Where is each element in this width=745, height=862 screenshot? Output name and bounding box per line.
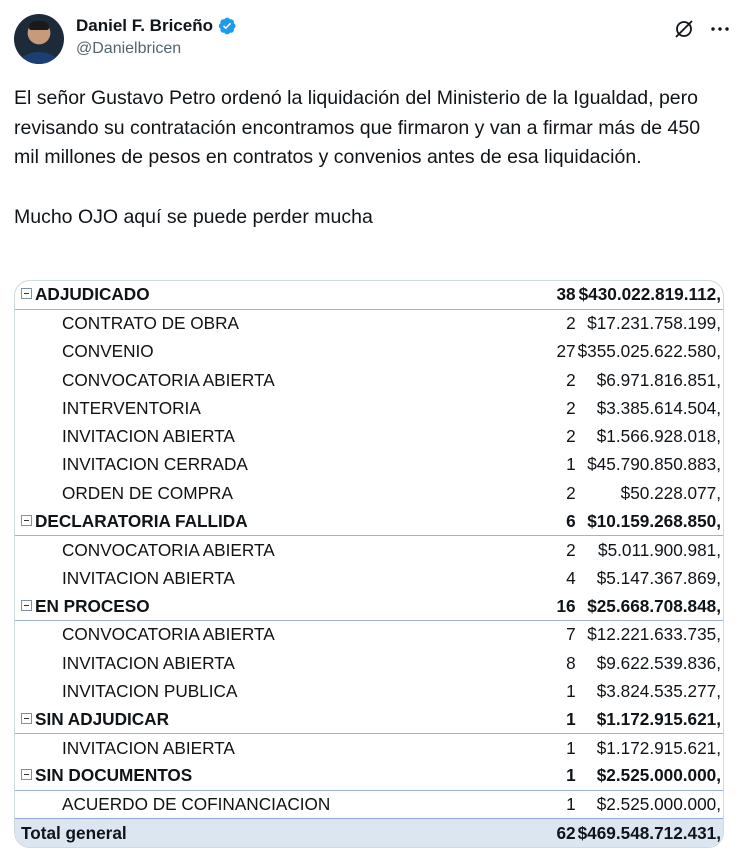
row-label: CONVENIO	[62, 341, 154, 362]
row-amount: $2.525.000.000,	[578, 762, 723, 790]
table-group-row	[15, 762, 723, 790]
table-row	[15, 536, 723, 564]
row-label: INVITACION ABIERTA	[62, 426, 235, 447]
row-amount: $1.566.928.018,	[596, 426, 721, 447]
collapse-icon	[21, 288, 32, 299]
table-total-row	[15, 819, 723, 847]
row-label: CONVOCATORIA ABIERTA	[62, 539, 275, 560]
contracts-table	[15, 281, 723, 847]
row-count: 16	[507, 592, 578, 620]
total-label: Total general	[15, 819, 507, 847]
table-row	[15, 338, 723, 366]
row-label: DECLARATORIA FALLIDA	[35, 510, 248, 531]
row-amount: $45.790.850.883,	[587, 454, 721, 475]
more-icon[interactable]	[709, 18, 731, 40]
row-count: 27	[556, 341, 576, 362]
row-count: 1	[507, 705, 578, 733]
row-amount: $5.147.367.869,	[596, 567, 721, 588]
row-amount: $1.172.915.621,	[596, 737, 721, 758]
verified-badge-icon	[217, 16, 237, 36]
row-label: ADJUDICADO	[35, 284, 150, 305]
row-count: 2	[566, 539, 576, 560]
row-amount: $2.525.000.000,	[596, 793, 721, 814]
row-label: ORDEN DE COMPRA	[62, 482, 233, 503]
row-amount: $3.824.535.277,	[596, 680, 721, 701]
row-label: SIN DOCUMENTOS	[35, 765, 193, 786]
row-count: 2	[566, 313, 576, 334]
display-name[interactable]: Daniel F. Briceño	[76, 16, 213, 35]
row-count: 1	[507, 762, 578, 790]
handle[interactable]: @Danielbricen	[76, 40, 182, 57]
table-group-row	[15, 705, 723, 733]
row-count: 1	[566, 454, 576, 475]
row-amount: $355.025.622.580,	[577, 341, 721, 362]
tweet-paragraph: Mucho OJO aquí se puede perder mucha	[14, 205, 373, 228]
row-count: 2	[566, 482, 576, 503]
row-label: INVITACION ABIERTA	[62, 567, 235, 588]
table-row	[15, 649, 723, 677]
row-count: 38	[507, 281, 578, 309]
row-label: CONVOCATORIA ABIERTA	[62, 624, 275, 645]
row-amount: $1.172.915.621,	[578, 705, 723, 733]
row-label: CONTRATO DE OBRA	[62, 313, 239, 334]
row-label: INVITACION PUBLICA	[62, 680, 238, 701]
table-row	[15, 479, 723, 507]
collapse-icon	[21, 713, 32, 724]
avatar[interactable]	[14, 14, 64, 64]
table-row	[15, 309, 723, 337]
author-block	[76, 16, 237, 58]
table-group-row	[15, 507, 723, 535]
row-label: INTERVENTORIA	[62, 397, 201, 418]
row-label: INVITACION ABIERTA	[62, 737, 235, 758]
table-row	[15, 734, 723, 762]
table-group-row	[15, 592, 723, 620]
row-label: ACUERDO DE COFINANCIACION	[62, 793, 331, 814]
row-count: 8	[566, 652, 576, 673]
table-row	[15, 621, 723, 649]
tweet-header	[14, 14, 731, 68]
row-amount: $17.231.758.199,	[587, 313, 721, 334]
row-count: 4	[566, 567, 576, 588]
total-count: 62	[507, 819, 578, 847]
row-amount: $6.971.816.851,	[596, 369, 721, 390]
row-count: 7	[566, 624, 576, 645]
row-label: SIN ADJUDICAR	[35, 708, 170, 729]
row-count: 2	[566, 426, 576, 447]
row-amount: $25.668.708.848,	[578, 592, 723, 620]
collapse-icon	[21, 769, 32, 780]
table-row	[15, 451, 723, 479]
row-count: 6	[507, 507, 578, 535]
row-count: 1	[566, 793, 576, 814]
table-row	[15, 422, 723, 450]
row-count: 2	[566, 369, 576, 390]
row-label: CONVOCATORIA ABIERTA	[62, 369, 275, 390]
table-row	[15, 677, 723, 705]
table-row	[15, 394, 723, 422]
row-count: 2	[566, 397, 576, 418]
grok-icon[interactable]	[673, 18, 695, 40]
table-row	[15, 564, 723, 592]
tweet-actions	[673, 18, 731, 40]
row-amount: $3.385.614.504,	[596, 397, 721, 418]
table-row	[15, 790, 723, 818]
table-row	[15, 366, 723, 394]
row-amount: $5.011.900.981,	[598, 539, 721, 560]
total-amount: $469.548.712.431,	[578, 819, 723, 847]
row-label: INVITACION ABIERTA	[62, 652, 235, 673]
tweet-paragraph: El señor Gustavo Petro ordenó la liquidación del Ministerio de la Igualdad, pero revisando su contratación encontramos que firmaron y van a firmar más de 450 mil millones de pesos en contratos y convenios antes de esa liquidación.	[14, 87, 701, 169]
row-count: 1	[566, 680, 576, 701]
row-label: EN PROCESO	[35, 595, 150, 616]
row-label: INVITACION CERRADA	[62, 454, 248, 475]
table-group-row	[15, 281, 723, 309]
row-count: 1	[566, 737, 576, 758]
collapse-icon	[21, 515, 32, 526]
collapse-icon	[21, 600, 32, 611]
row-amount: $9.622.539.836,	[596, 652, 721, 673]
row-amount: $12.221.633.735,	[587, 624, 721, 645]
row-amount: $50.228.077,	[620, 482, 721, 503]
attached-image-table[interactable]	[14, 280, 724, 848]
row-amount: $10.159.268.850,	[578, 507, 723, 535]
row-amount: $430.022.819.112,	[578, 281, 723, 309]
tweet-text	[14, 84, 724, 232]
